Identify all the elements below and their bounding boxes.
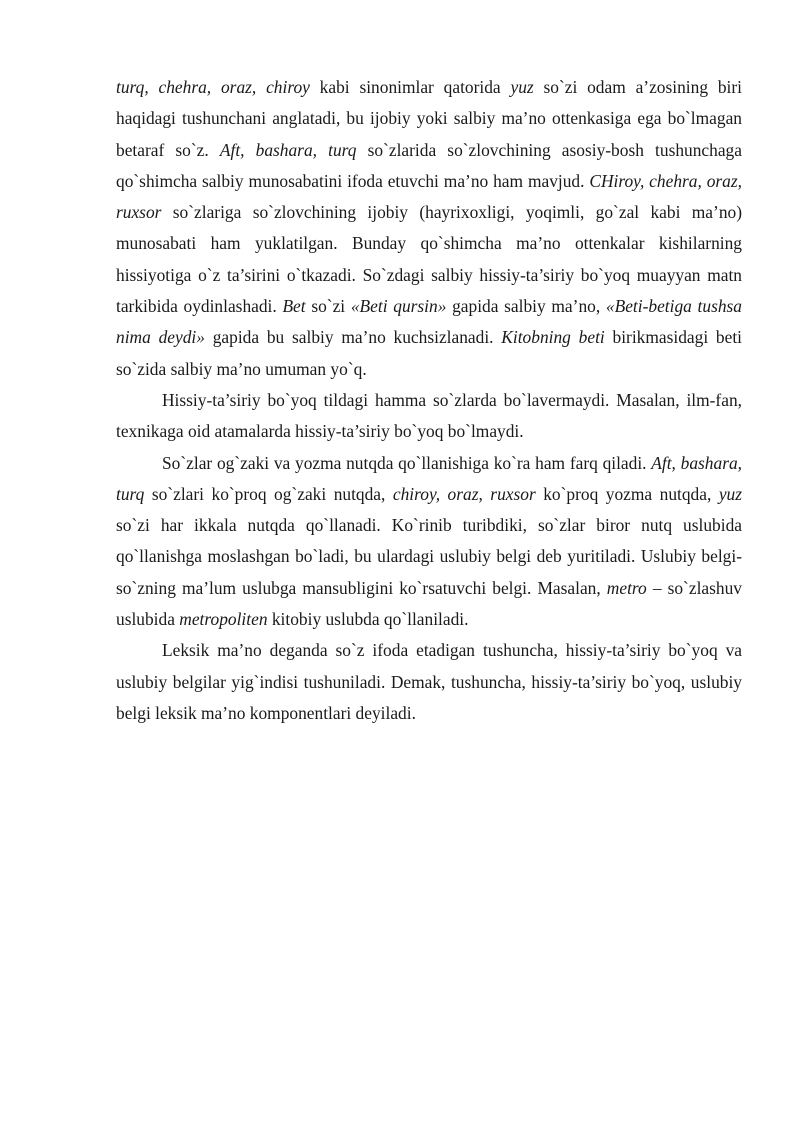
text-run: gapida salbiy ma’no, — [446, 296, 606, 317]
text-run: Bet — [282, 296, 306, 317]
text-run: so`zlari ko`proq og`zaki nutqda, — [144, 483, 393, 504]
document-body — [116, 72, 742, 729]
text-run: so`zi — [305, 296, 351, 317]
text-run: so`zlarida so`zlovchining asosiy-bosh tushunchaga qo`shimcha salbiy munosabatini ifoda etuvchi ma’no ham mavjud. — [116, 139, 742, 191]
text-run: yuz — [510, 77, 534, 97]
text-run: kitobiy uslubda qo`llaniladi. — [267, 609, 469, 630]
text-run: Leksik ma’no deganda so`z ifoda etadigan tushuncha, hissiy-ta’siriy bo`yoq va uslubiy belgilar yig`indisi tushuniladi. Demak, tushuncha, hissiy-ta’siriy bo`yoq, uslubiy belgi leksik ma’no komponentlari deyiladi. — [116, 640, 742, 723]
text-run: metropoliten — [179, 609, 268, 630]
text-run: «Beti-betiga tushsa nima deydi» — [116, 296, 743, 348]
text-run: turq, chehra, oraz, chiroy — [116, 77, 310, 97]
text-run: chiroy, oraz, ruxsor — [392, 483, 536, 504]
text-run: CHiroy, chehra, oraz, ruxsor — [116, 170, 742, 223]
text-run: «Beti qursin» — [350, 296, 447, 317]
paragraph-1 — [116, 72, 742, 385]
text-run: Aft, bashara, turq — [219, 139, 357, 160]
text-run: so`zi har ikkala nutqda qo`llanadi. Ko`rinib turibdiki, so`zlar biror nutq uslubida qo`llanishga moslashgan bo`ladi, bu ulardagi uslubiy belgi deb yuritiladi. Uslubiy belgi-so`zning ma’lum uslubga mansubligini ko`rsatuvchi belgi. Masalan, — [116, 515, 742, 598]
text-run: kabi sinonimlar qatorida — [309, 77, 511, 97]
text-run: birikmasidagi beti so`zida salbiy ma’no umuman yo`q. — [116, 327, 743, 379]
text-run: Aft, bashara, turq — [116, 452, 743, 504]
text-run: So`zlar og`zaki va yozma nutqda qo`llanishiga ko`ra ham farq qiladi. — [162, 452, 652, 473]
paragraph-4 — [116, 635, 742, 729]
text-run: so`zlariga so`zlovchining ijobiy (hayrixoxligi, yoqimli, go`zal kabi ma’no) munosabati ham yuklatilgan. Bunday qo`shimcha ma’no ottenkalar kishilarning hissiyotiga o`z ta’sirini o`tkazadi. So`zdagi salbiy hissiy-ta’siriy bo`yoq muayyan matn tarkibida oydinlashadi. — [116, 202, 742, 317]
text-run: so`zi odam a’zosining biri haqidagi tushunchani anglatadi, bu ijobiy yoki salbiy ma’no ottenkasiga ega bo`lmagan betaraf so`z. — [116, 77, 742, 160]
text-run: gapida bu salbiy ma’no kuchsizlanadi. — [204, 327, 502, 348]
text-run: – so`zlashuv uslubida — [116, 577, 742, 630]
text-run: ko`proq yozma nutqda, — [535, 483, 719, 504]
paragraph-3 — [116, 448, 742, 636]
text-run: metro — [606, 577, 647, 598]
text-run: Hissiy-ta’siriy bo`yoq tildagi hamma so`zlarda bo`lavermaydi. Masalan, ilm-fan, texnikaga oid atamalarda hissiy-ta’siriy bo`yoq bo`lmaydi. — [116, 389, 742, 442]
text-run: yuz — [718, 483, 742, 504]
paragraph-2 — [116, 385, 742, 448]
text-run: Kitobning beti — [501, 327, 605, 348]
